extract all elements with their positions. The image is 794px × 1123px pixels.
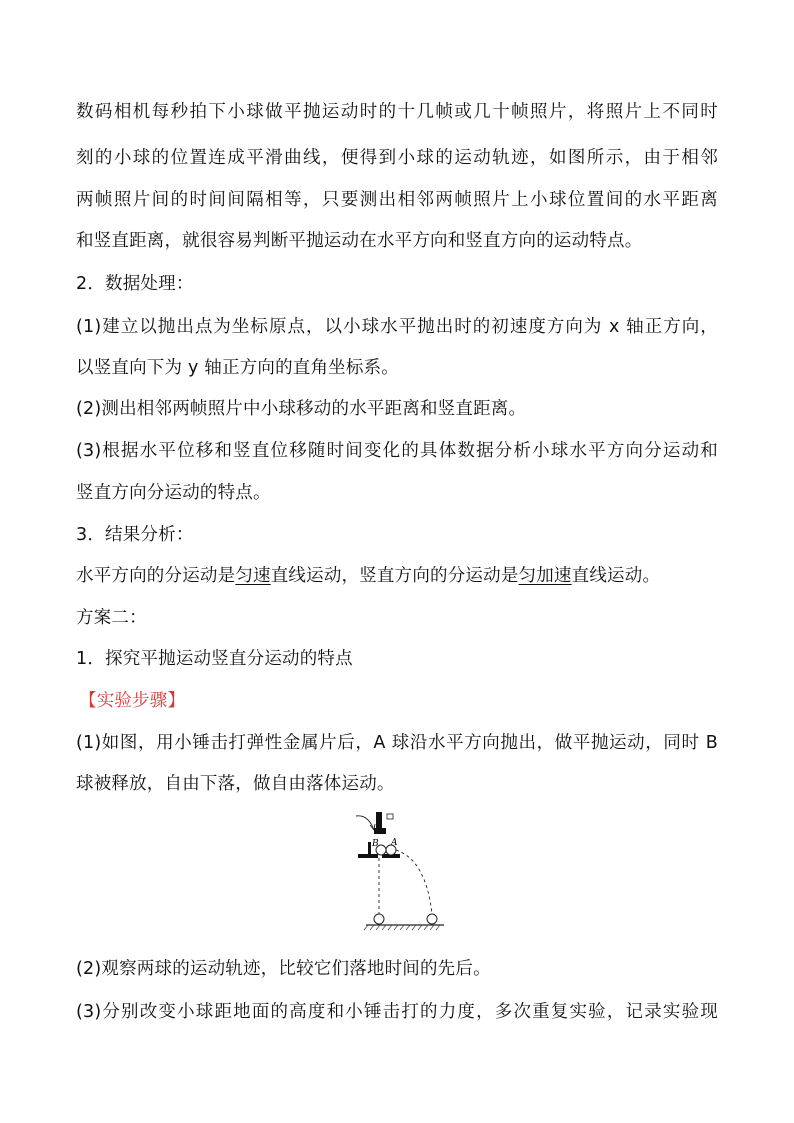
paragraph-line: 两帧照片间的时间间隔相等，只要测出相邻两帧照片上小球位置间的水平距离 xyxy=(76,190,718,210)
ground-hatching xyxy=(364,925,440,930)
ball-b-landed xyxy=(374,914,384,924)
step-line: 以竖直向下为 y 轴正方向的直角坐标系。 xyxy=(76,358,399,378)
step-line: (1)如图，用小锤击打弹性金属片后，A 球沿水平方向抛出，做平抛运动，同时 B xyxy=(76,733,718,753)
step-line: 竖直方向分运动的特点。 xyxy=(76,483,271,503)
label-b: B xyxy=(372,839,379,849)
support-platform xyxy=(358,854,378,858)
result-text: 直线运动。 xyxy=(571,566,661,586)
experiment-figure xyxy=(350,808,450,932)
hammer-head xyxy=(374,828,386,834)
ball-a-landed xyxy=(427,914,437,924)
paragraph-line: 数码相机每秒拍下小球做平抛运动时的十几帧或几十帧照片，将照片上不同时 xyxy=(76,102,718,122)
step-line: (2)观察两球的运动轨迹，比较它们落地时间的先后。 xyxy=(76,959,491,979)
result-text: 水平方向的分运动是 xyxy=(76,566,236,586)
section-heading-result-analysis: 3．结果分析： xyxy=(76,525,194,545)
parabolic-trajectory xyxy=(396,850,432,914)
step-line: (3)分别改变小球距地面的高度和小锤击打的力度，多次重复实验，记录实验现 xyxy=(76,1002,718,1022)
small-knob xyxy=(387,814,393,819)
paragraph-line: 刻的小球的位置连成平滑曲线，便得到小球的运动轨迹，如图所示，由于相邻 xyxy=(76,148,718,168)
result-text: 直线运动，竖直方向的分运动是 xyxy=(270,566,519,586)
result-sentence xyxy=(76,564,660,588)
underlined-answer: 匀加速 xyxy=(518,566,572,586)
paragraph-line: 和竖直距离，就很容易判断平抛运动在水平方向和竖直方向的运动特点。 xyxy=(76,231,643,251)
experiment-steps-heading: 【实验步骤】 xyxy=(79,691,186,711)
item-heading: 1．探究平抛运动竖直分运动的特点 xyxy=(76,649,353,669)
step-line: (3)根据水平位移和竖直位移随时间变化的具体数据分析小球水平方向分运动和 xyxy=(76,441,718,461)
step-line: (2)测出相邻两帧照片中小球移动的水平距离和竖直距离。 xyxy=(76,399,527,419)
section-heading-data-processing: 2．数据处理： xyxy=(76,274,194,294)
step-line: 球被释放，自由下落，做自由落体运动。 xyxy=(76,774,395,794)
swing-arrow xyxy=(356,816,374,830)
underlined-answer: 匀速 xyxy=(235,566,271,586)
support-post xyxy=(368,842,371,856)
label-a: A xyxy=(391,838,398,848)
plan-heading: 方案二： xyxy=(76,608,147,628)
step-line: (1)建立以抛出点为坐标原点，以小球水平抛出时的初速度方向为 x 轴正方向， xyxy=(76,317,718,337)
